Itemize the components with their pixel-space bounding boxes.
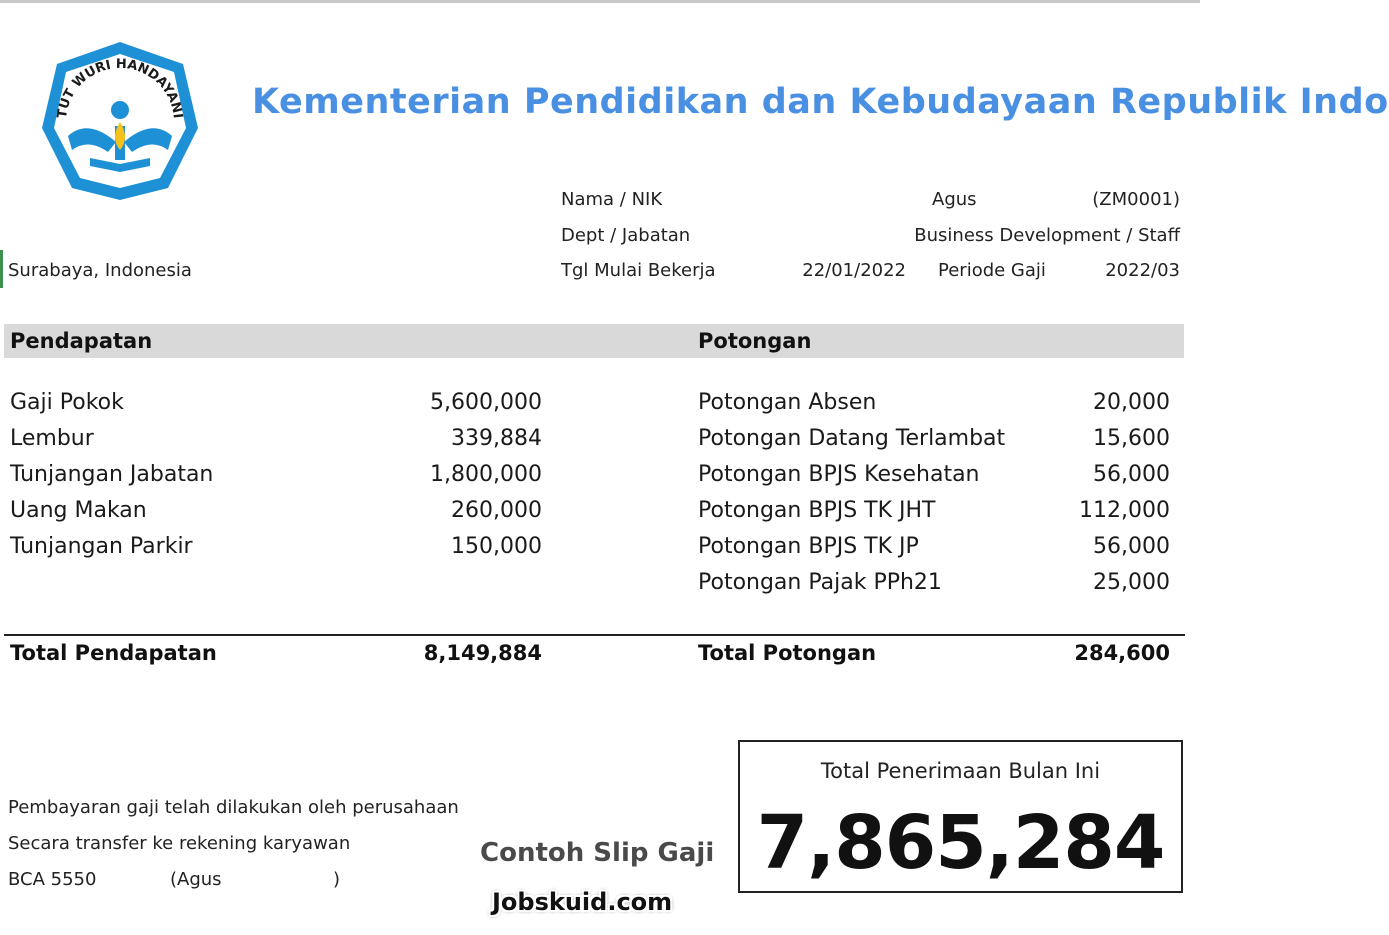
start-date-value: 22/01/2022: [802, 260, 906, 281]
net-pay-value: 7,865,284: [756, 800, 1165, 886]
section-header-band: [4, 324, 1184, 358]
period-label: Periode Gaji: [938, 260, 1046, 281]
deduction-label: Potongan Absen: [698, 390, 877, 415]
deduction-label: Potongan BPJS Kesehatan: [698, 462, 980, 487]
deduction-value: 25,000: [1093, 570, 1170, 595]
earning-value: 5,600,000: [430, 390, 542, 415]
account-holder-close: ): [333, 869, 341, 890]
deduction-label: Potongan BPJS TK JP: [698, 534, 919, 559]
deduction-value: 20,000: [1093, 390, 1170, 415]
location: Surabaya, Indonesia: [8, 260, 192, 281]
deduction-label: Potongan Pajak PPh21: [698, 570, 942, 595]
total-earnings-value: 8,149,884: [423, 641, 542, 665]
deduction-value: 56,000: [1093, 534, 1170, 559]
deduction-label: Potongan Datang Terlambat: [698, 426, 1006, 451]
account-holder: (Agus: [170, 869, 222, 890]
ministry-title: Kementerian Pendidikan dan Kebudayaan Republik Indo: [252, 82, 1389, 122]
earning-label: Lembur: [10, 426, 94, 451]
total-deductions-label: Total Potongan: [698, 641, 877, 665]
cell-selection-marker: [0, 250, 3, 288]
earning-label: Tunjangan Parkir: [10, 534, 193, 559]
nama-nik-label: Nama / NIK: [561, 189, 663, 210]
deduction-value: 15,600: [1093, 426, 1170, 451]
deductions-heading: Potongan: [698, 329, 812, 353]
period-value: 2022/03: [1105, 260, 1180, 281]
earning-label: Gaji Pokok: [10, 390, 124, 415]
watermark-site: Jobskuid.com: [492, 888, 673, 916]
top-border: [0, 0, 1200, 3]
transfer-note: Secara transfer ke rekening karyawan: [8, 833, 351, 854]
employee-name: Agus: [932, 189, 977, 210]
dept-label: Dept / Jabatan: [561, 225, 691, 246]
deduction-label: Potongan BPJS TK JHT: [698, 498, 936, 523]
payment-note: Pembayaran gaji telah dilakukan oleh perusahaan: [8, 797, 459, 818]
total-earnings-label: Total Pendapatan: [10, 641, 217, 665]
totals-divider: [4, 634, 1185, 636]
employee-nik: (ZM0001): [1092, 189, 1180, 210]
logo-motto: TUT WURI HANDAYANI: [55, 56, 185, 120]
earning-value: 1,800,000: [430, 462, 542, 487]
watermark-title: Contoh Slip Gaji: [480, 838, 715, 868]
start-date-label: Tgl Mulai Bekerja: [561, 260, 716, 281]
tut-wuri-handayani-logo: [38, 38, 202, 202]
dept-value: Business Development / Staff: [914, 225, 1180, 246]
earning-value: 339,884: [451, 426, 542, 451]
deduction-value: 112,000: [1079, 498, 1170, 523]
total-deductions-value: 284,600: [1074, 641, 1170, 665]
deduction-value: 56,000: [1093, 462, 1170, 487]
earning-value: 150,000: [451, 534, 542, 559]
net-pay-label: Total Penerimaan Bulan Ini: [820, 759, 1101, 783]
earning-label: Tunjangan Jabatan: [10, 462, 214, 487]
bank-account: BCA 5550: [8, 869, 97, 890]
earning-value: 260,000: [451, 498, 542, 523]
earnings-heading: Pendapatan: [10, 329, 153, 353]
earning-label: Uang Makan: [10, 498, 147, 523]
